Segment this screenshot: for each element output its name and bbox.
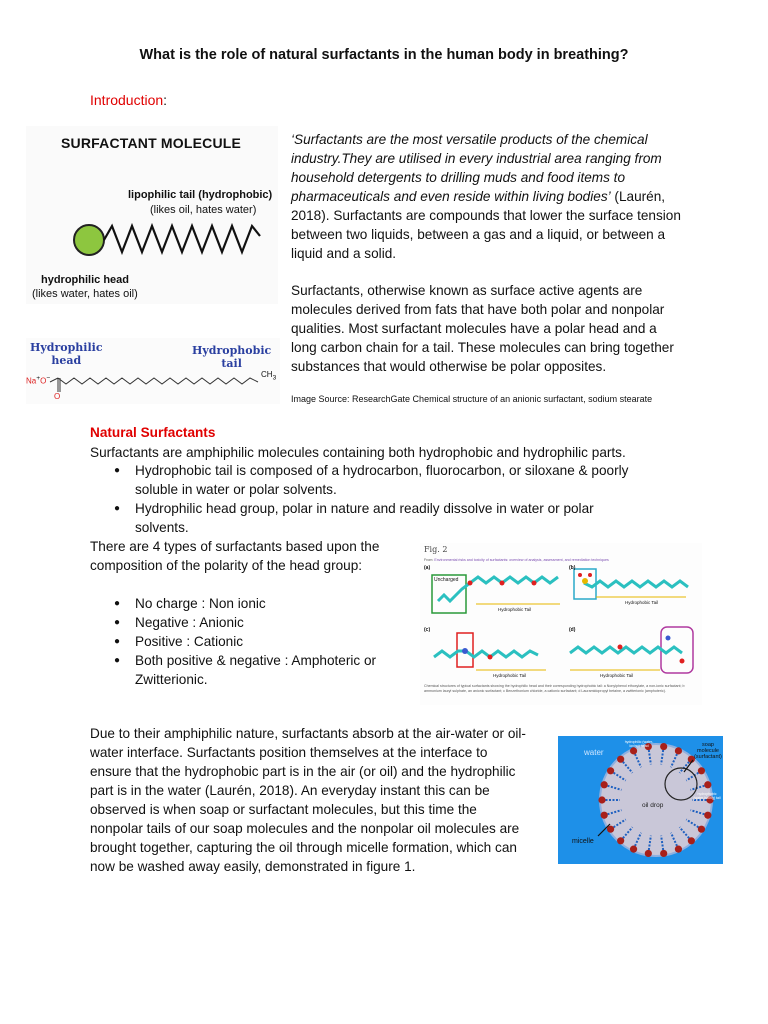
hydrophobic-tail-label: Hydrophobic tail	[192, 344, 272, 370]
micelle-head	[704, 781, 711, 788]
micelle-head	[598, 796, 605, 803]
panel-b-tail-label: Hydrophobic Tail	[625, 600, 659, 605]
hydrophobic-tail-zigzag	[104, 226, 260, 252]
hydrophilic-head-label: Hydrophilic head	[30, 341, 103, 367]
types-list	[90, 594, 400, 689]
micelle-figure	[558, 736, 723, 864]
sodium-ion: Na+O−	[26, 375, 51, 386]
list-item: ● Both positive & negative : Amphoteric or Zwitterionic.	[90, 651, 400, 689]
stearate-chain	[26, 338, 280, 404]
micelle-head	[607, 767, 614, 774]
list-item: ● Hydrophobic tail is composed of a hydrocarbon, fluorocarbon, or siloxane & poorly soluble in water or polar solvents.	[90, 461, 650, 499]
micelle-head	[601, 812, 608, 819]
water-label: water	[584, 748, 604, 757]
panel-d-chain	[570, 647, 682, 653]
head-label: hydrophilic head	[41, 274, 130, 286]
fig2-structures	[420, 543, 702, 705]
intro-heading-colon: :	[163, 92, 168, 108]
micelle-head	[601, 781, 608, 788]
fig2-caption: Chemical structures of typical surfactants showing the hydrophilic head and their corresponding hydrophobic tail: a Nonylphenol ethoxylate, a non-ionic surfactant; b ammonium lauryl sulphate, an anionic surfactant; c Benzethonium chloride, a cationic surfactant; d Lauramidopropyl betaine, a zwitterionic (amphoteric).	[424, 684, 685, 693]
panel-b-label: (b)	[569, 565, 576, 571]
micelle-paragraph: Due to their amphiphilic nature, surfactants absorb at the air-water or oil-water interface. Surfactants position themselves at the interface to ensure that the hydrophobic part is in the air (or oil) and the hydrophilic part is in the water (Laurén, 2018). An everyday instant this can be observed is when soap or surfactant molecules, but this time the nonpolar tails of our soap molecules and the nonpolar oil molecules are brought together, capturing the oil through micelle formation, which can now be washed away easily, demonstrated in figure 1.	[90, 726, 526, 874]
micelle-head	[617, 756, 624, 763]
micelle-head	[698, 767, 705, 774]
types-intro: There are 4 types of surfactants based upon the composition of the polarity of the head group:	[90, 539, 380, 573]
fig2-source: From: Environmental risks and toxicity of surfactants: overview of analysis, assessment, and remediation techniques	[424, 558, 609, 562]
hydrophobic-label: hydrophobic (water-hating) tail	[693, 792, 721, 800]
intro-quote: ‘Surfactants are the most versatile products of the chemical industry.They are utilised in every industrial area ranging from household detergents to drilling muds and food items to pharmaceuticals and even reside within living bodies’	[291, 132, 662, 204]
fig2-label: Fig. 2	[424, 545, 448, 554]
micelle-head	[617, 837, 624, 844]
micelle-head	[630, 846, 637, 853]
natural-lead: Surfactants are amphiphilic molecules containing both hydrophobic and hydrophilic parts.	[90, 445, 626, 460]
page-title: What is the role of natural surfactants in the human body in breathing?	[139, 47, 629, 63]
micelle-head	[660, 850, 667, 857]
panel-c-tail-label: Hydrophobic Tail	[493, 673, 527, 678]
surfactant-molecule-figure	[26, 126, 278, 304]
intro-heading-text: Introduction	[90, 92, 164, 108]
micelle-head	[675, 747, 682, 754]
intro-paragraph-2: Surfactants, otherwise known as surface active agents are molecules derived from fats that have both polar and nonpolar qualities. Most surfactant molecules have a polar head and a long carbon chain for a tail. These molecules can bring together substances that would otherwise be polar opposites.	[291, 283, 674, 374]
panel-d-label: (d)	[569, 627, 576, 633]
micelle-label: micelle	[572, 838, 594, 845]
list-item: ● Negative : Anionic	[90, 613, 400, 632]
tail-sublabel: (likes oil, hates water)	[150, 204, 257, 216]
micelle-head	[698, 826, 705, 833]
surfactant-figure-title: SURFACTANT MOLECULE	[61, 135, 242, 151]
head-sublabel: (likes water, hates oil)	[32, 288, 138, 300]
soap-label: soap molecule (surfactant)	[694, 742, 722, 760]
panel-a-tail-label: Hydrophobic Tail	[498, 607, 532, 612]
micelle-head	[645, 850, 652, 857]
list-item: ● Hydrophilic head group, polar in nature and readily dissolve in water or polar solvents.	[90, 499, 650, 537]
panel-b-chain	[584, 581, 688, 587]
micelle-head	[660, 743, 667, 750]
image-source: Image Source: ResearchGate Chemical structure of an anionic surfactant, sodium stearate	[291, 394, 653, 404]
natural-heading: Natural Surfactants	[90, 425, 216, 440]
intro-quote-tail: (Laurén, 2018). Surfactants are compounds that lower the surface tension between two liquids, between a gas and a liquid, or between a liquid and a solid.	[291, 189, 681, 261]
oil-drop-label: oil drop	[642, 802, 664, 809]
sodium-stearate-figure	[26, 338, 280, 404]
intro-paragraph-1	[291, 130, 681, 263]
fig2-surfactant-types	[420, 543, 702, 705]
list-item: ● No charge : Non ionic	[90, 594, 400, 613]
tail-label: lipophilic tail (hydrophobic)	[128, 189, 273, 201]
panel-d-tail-label: Hydrophobic Tail	[600, 673, 634, 678]
intro-heading	[90, 92, 167, 108]
methyl-group: $CH_3$	[261, 370, 277, 382]
list-item: ● Positive : Cationic	[90, 632, 400, 651]
panel-c-label: (c)	[424, 627, 431, 633]
panel-c-chain	[434, 651, 538, 657]
micelle-head	[688, 837, 695, 844]
natural-bullets	[90, 461, 650, 537]
hydrophilic-label: hydrophilic (water-loving) head	[624, 740, 654, 748]
hydrophilic-head-circle	[74, 225, 104, 255]
carbonyl-oxygen: O	[54, 392, 61, 401]
uncharged-label: Uncharged	[434, 577, 459, 583]
micelle-head	[704, 812, 711, 819]
micelle-head	[630, 747, 637, 754]
panel-a-label: (a)	[424, 565, 431, 571]
micelle-head	[675, 846, 682, 853]
